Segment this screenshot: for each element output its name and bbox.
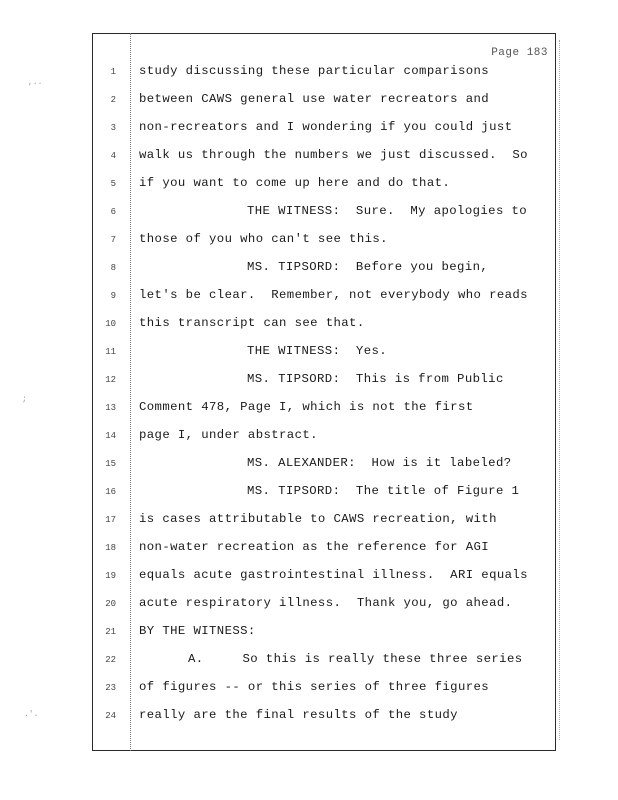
transcript-line — [0, 204, 618, 224]
line-text: non-water recreation as the reference for AGI — [139, 540, 490, 554]
line-number: 1 — [110, 67, 116, 77]
line-text: of figures -- or this series of three figures — [139, 680, 490, 694]
transcript-line — [0, 540, 618, 560]
transcript-line — [0, 596, 618, 616]
line-number: 7 — [110, 235, 116, 245]
line-text: MS. ALEXANDER: How is it labeled? — [247, 456, 512, 470]
transcript-line — [0, 512, 618, 532]
page-number: Page 183 — [491, 47, 548, 59]
scan-mark: ; — [22, 395, 27, 404]
transcript-line — [0, 708, 618, 728]
line-number: 20 — [105, 599, 116, 609]
transcript-line — [0, 176, 618, 196]
transcript-line — [0, 120, 618, 140]
line-text: non-recreators and I wondering if you could just — [139, 120, 513, 134]
line-number: 16 — [105, 487, 116, 497]
line-number: 13 — [105, 403, 116, 413]
transcript-line — [0, 428, 618, 448]
transcript-line — [0, 148, 618, 168]
line-number: 6 — [110, 207, 116, 217]
line-number: 4 — [110, 151, 116, 161]
line-text: let's be clear. Remember, not everybody who reads — [139, 288, 528, 302]
transcript-line — [0, 680, 618, 700]
transcript-line — [0, 456, 618, 476]
transcript-line — [0, 624, 618, 644]
line-number: 12 — [105, 375, 116, 385]
line-text: THE WITNESS: Yes. — [247, 344, 388, 358]
line-number: 14 — [105, 431, 116, 441]
line-text: MS. TIPSORD: The title of Figure 1 — [247, 484, 520, 498]
line-number: 22 — [105, 655, 116, 665]
line-text: between CAWS general use water recreators and — [139, 92, 490, 106]
line-number: 2 — [110, 95, 116, 105]
line-number: 19 — [105, 571, 116, 581]
line-text: if you want to come up here and do that. — [139, 176, 451, 190]
line-number: 10 — [105, 319, 116, 329]
transcript-line — [0, 652, 618, 672]
line-text: BY THE WITNESS: — [139, 624, 256, 638]
line-text: THE WITNESS: Sure. My apologies to — [247, 204, 528, 218]
line-text: this transcript can see that. — [139, 316, 365, 330]
line-text: Comment 478, Page I, which is not the first — [139, 400, 474, 414]
line-number: 18 — [105, 543, 116, 553]
transcript-line — [0, 484, 618, 504]
scan-mark: ,.. — [28, 78, 43, 87]
transcript-line — [0, 92, 618, 112]
line-number: 9 — [110, 291, 116, 301]
line-text: those of you who can't see this. — [139, 232, 388, 246]
line-text: walk us through the numbers we just discussed. So — [139, 148, 528, 162]
line-text: equals acute gastrointestinal illness. ARI equals — [139, 568, 528, 582]
transcript-line — [0, 260, 618, 280]
line-number: 21 — [105, 627, 116, 637]
line-text: MS. TIPSORD: Before you begin, — [247, 260, 489, 274]
line-number: 11 — [105, 347, 116, 357]
transcript-line — [0, 344, 618, 364]
line-text: page I, under abstract. — [139, 428, 318, 442]
line-number: 8 — [110, 263, 116, 273]
line-text: A. So this is really these three series — [188, 652, 523, 666]
line-text: study discussing these particular comparisons — [139, 64, 490, 78]
line-number: 15 — [105, 459, 116, 469]
line-number: 23 — [105, 683, 116, 693]
line-number: 5 — [110, 179, 116, 189]
transcript-line — [0, 400, 618, 420]
scan-mark: .'. — [24, 710, 39, 719]
transcript-line — [0, 372, 618, 392]
transcript-line — [0, 568, 618, 588]
line-number: 3 — [110, 123, 116, 133]
line-text: really are the final results of the study — [139, 708, 458, 722]
line-text: is cases attributable to CAWS recreation, with — [139, 512, 497, 526]
transcript-line — [0, 232, 618, 252]
transcript-line — [0, 288, 618, 308]
line-text: acute respiratory illness. Thank you, go ahead. — [139, 596, 513, 610]
transcript-line — [0, 64, 618, 84]
line-text: MS. TIPSORD: This is from Public — [247, 372, 504, 386]
transcript-line — [0, 316, 618, 336]
line-number: 24 — [105, 711, 116, 721]
line-number: 17 — [105, 515, 116, 525]
